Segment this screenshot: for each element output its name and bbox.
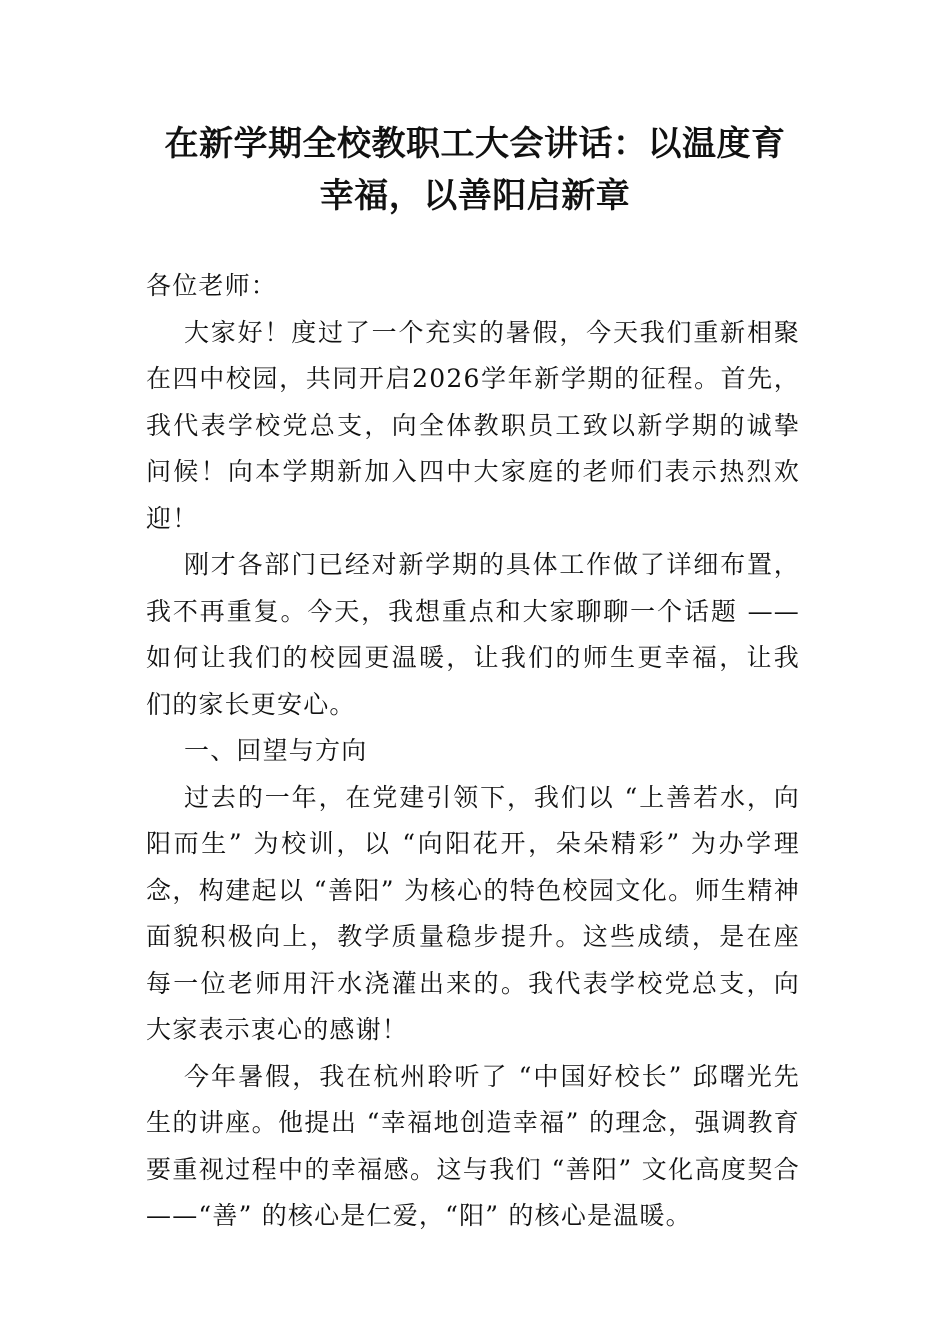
paragraph-lecture: 今年暑假，我在杭州聆听了 “中国好校长” 邱曙光先生的讲座。他提出 “幸福地创造幸福” 的理念，强调教育要重视过程中的幸福感。这与我们 “善阳” 文化高度契合 ——“善” 的核心是仁爱，“阳” 的核心是温暖。 xyxy=(146,1061,800,1230)
paragraph-greeting: 大家好！度过了一个充实的暑假，今天我们重新相聚在四中校园，共同开启2026学年新学期的征程。首先，我代表学校党总支，向全体教职员工致以新学期的诚挚问候！向本学期新加入四中大家庭的老师们表示热烈欢迎！ xyxy=(146,317,800,533)
document-title: 在新学期全校教职工大会讲话：以温度育幸福，以善阳启新章 xyxy=(164,124,786,216)
document-body xyxy=(146,263,800,1240)
paragraph-review: 过去的一年，在党建引领下，我们以 “上善若水，向阳而生” 为校训，以 “向阳花开，朵朵精彩” 为办学理念，构建起以 “善阳” 为核心的特色校园文化。师生精神面貌积极向上，教学质量稳步提升。这些成绩，是在座每一位老师用汗水浇灌出来的。我代表学校党总支，向大家表示衷心的感谢！ xyxy=(146,782,800,1044)
salutation: 各位老师： xyxy=(146,271,278,300)
paragraph-topic: 刚才各部门已经对新学期的具体工作做了详细布置，我不再重复。今天，我想重点和大家聊聊一个话题 —— 如何让我们的校园更温暖，让我们的师生更幸福，让我们的家长更安心。 xyxy=(146,550,800,719)
section-heading: 一、回望与方向 xyxy=(184,736,368,765)
